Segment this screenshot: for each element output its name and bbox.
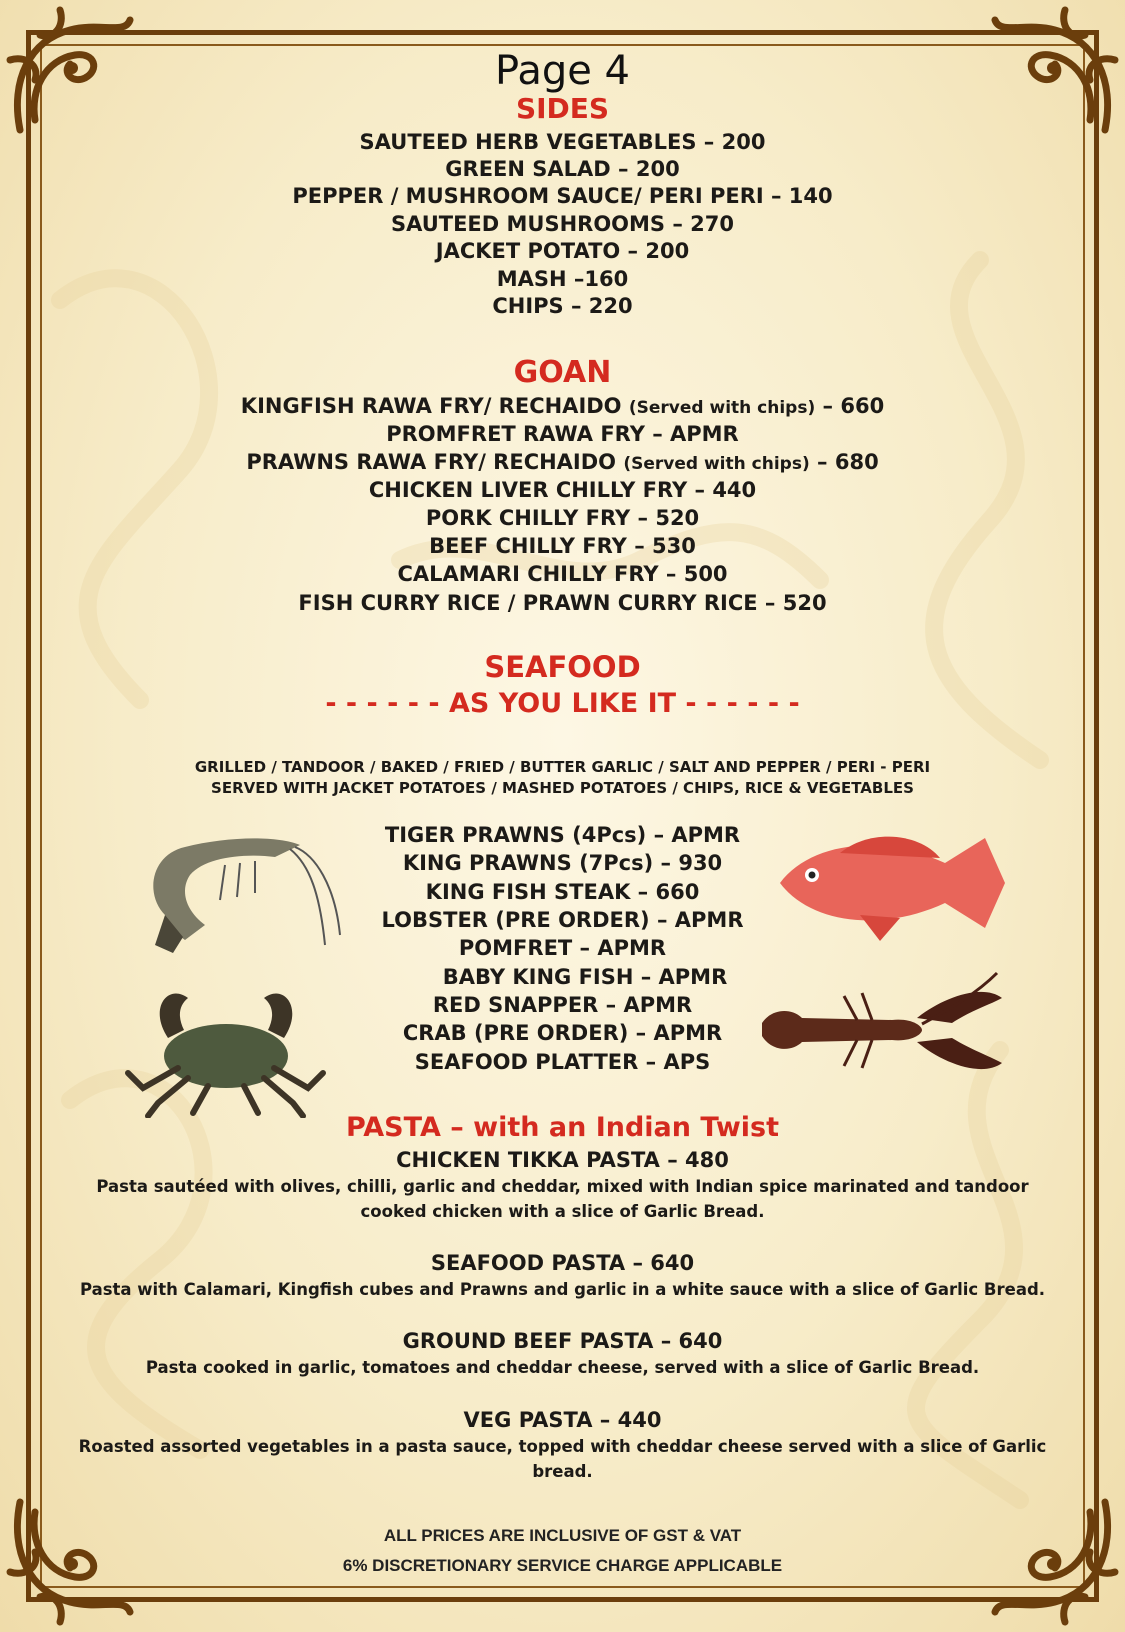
seafood-item: RED SNAPPER – APMR [432, 993, 693, 1017]
seafood-item: CRAB (PRE ORDER) – APMR [402, 1021, 723, 1045]
pasta-item-name: SEAFOOD PASTA – 640 [430, 1251, 695, 1275]
sides-item: SAUTEED MUSHROOMS – 270 [390, 212, 735, 236]
lobster-icon [752, 968, 1012, 1088]
seafood-item: SEAFOOD PLATTER – APS [414, 1050, 711, 1074]
footer-tax-note: ALL PRICES ARE INCLUSIVE OF GST & VAT [383, 1526, 742, 1545]
seafood-item: KING FISH STEAK – 660 [425, 880, 700, 904]
goan-item: PRAWNS RAWA FRY/ RECHAIDO (Served with chips) – 680 [246, 450, 879, 474]
seafood-styles: GRILLED / TANDOOR / BAKED / FRIED / BUTTER GARLIC / SALT AND PEPPER / PERI - PERI [194, 758, 931, 776]
crab-icon [118, 978, 333, 1118]
goan-item: FISH CURRY RICE / PRAWN CURRY RICE – 520 [298, 591, 827, 615]
pasta-item-description: Roasted assorted vegetables in a pasta sauce, topped with cheddar cheese served with a slice of Garlic bread. [78, 1437, 1047, 1481]
seafood-item: LOBSTER (PRE ORDER) – APMR [381, 908, 744, 932]
pasta-item-description: Pasta sautéed with olives, chilli, garlic and cheddar, mixed with Indian spice marinated and tandoor cooked chicken with a slice of Garlic Bread. [96, 1177, 1029, 1221]
seafood-item: TIGER PRAWNS (4Pcs) – APMR [384, 823, 741, 847]
pasta-title: PASTA – with an Indian Twist [345, 1112, 780, 1143]
sides-item: JACKET POTATO – 200 [435, 239, 690, 263]
goan-item: CHICKEN LIVER CHILLY FRY – 440 [368, 478, 757, 502]
goan-item: CALAMARI CHILLY FRY – 500 [397, 562, 728, 586]
pasta-item-name: GROUND BEEF PASTA – 640 [402, 1329, 723, 1353]
goan-item: BEEF CHILLY FRY – 530 [429, 534, 696, 558]
goan-item: KINGFISH RAWA FRY/ RECHAIDO (Served with chips) – 660 [240, 394, 885, 418]
goan-title: GOAN [513, 355, 612, 390]
red-snapper-icon [770, 823, 1020, 943]
sides-item: PEPPER / MUSHROOM SAUCE/ PERI PERI – 140 [292, 184, 833, 208]
sides-title: SIDES [515, 92, 610, 125]
seafood-item: KING PRAWNS (7Pcs) – 930 [402, 851, 723, 875]
sides-item: CHIPS – 220 [492, 294, 633, 318]
seafood-item: BABY KING FISH – APMR [442, 965, 728, 989]
pasta-item-name: VEG PASTA – 440 [463, 1408, 662, 1432]
pasta-item-description: Pasta with Calamari, Kingfish cubes and Prawns and garlic in a white sauce with a slice of Garlic Bread. [79, 1280, 1046, 1299]
goan-item: PORK CHILLY FRY – 520 [425, 506, 700, 530]
page-label: Page 4 [495, 48, 630, 94]
sides-item: GREEN SALAD – 200 [445, 157, 680, 181]
seafood-title: SEAFOOD [484, 650, 641, 684]
goan-item: PROMFRET RAWA FRY – APMR [386, 422, 739, 446]
prawn-icon [125, 825, 345, 960]
pasta-item-name: CHICKEN TIKKA PASTA – 480 [396, 1148, 729, 1172]
sides-item: MASH –160 [496, 267, 629, 291]
seafood-item: POMFRET – APMR [458, 936, 667, 960]
pasta-item-description: Pasta cooked in garlic, tomatoes and cheddar cheese, served with a slice of Garlic Bread. [145, 1358, 980, 1377]
seafood-subtitle: - - - - - - AS YOU LIKE IT - - - - - - [325, 688, 800, 719]
sides-item: SAUTEED HERB VEGETABLES – 200 [359, 130, 766, 154]
seafood-served-with: SERVED WITH JACKET POTATOES / MASHED POTATOES / CHIPS, RICE & VEGETABLES [211, 779, 914, 797]
footer-service-charge-note: 6% DISCRETIONARY SERVICE CHARGE APPLICABLE [342, 1556, 783, 1575]
